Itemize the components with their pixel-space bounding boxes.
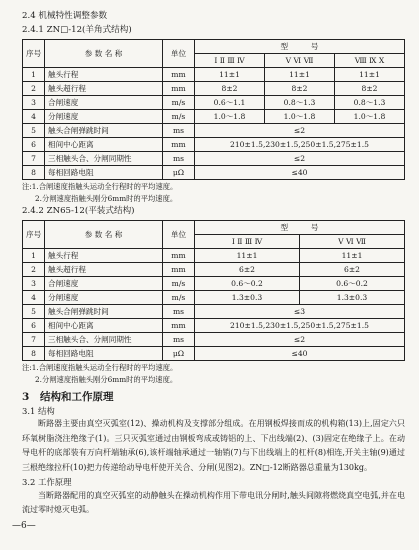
section-heading-2-4: 2.4 机械特性调整参数 (22, 11, 108, 21)
table-header-row (23, 40, 405, 54)
section-heading-2-4-1: 2.4.1 ZN□-12(羊角式结构) (22, 24, 132, 35)
header-model: 型 号 (195, 221, 405, 235)
header-model-1: Ⅰ Ⅱ Ⅲ Ⅳ (195, 235, 300, 249)
section-heading-2-4-2: 2.4.2 ZN65-12(平装式结构) (22, 205, 135, 216)
header-model-3: Ⅷ Ⅸ Ⅹ (335, 54, 405, 68)
header-param: 参 数 名 称 (45, 221, 163, 249)
table2-note-1: 注:1.合闸速度指触头运动全行程时的平均速度。 (22, 363, 178, 373)
table-row: 4 分闸速度 m/s 1.3±0.3 1.3±0.3 (23, 291, 405, 305)
table-row: 7 三相触头合、分闸同期性 ms ≤2 (23, 152, 405, 166)
page-number: —6— (12, 521, 36, 531)
table-row: 8 每相回路电阻 μΩ ≤40 (23, 347, 405, 361)
header-param: 参 数 名 称 (45, 40, 163, 68)
section-heading-3-1: 3.1 结构 (22, 405, 55, 416)
paragraph-working-principle: 当断路器配用的真空灭弧室的动静触头在操动机构作用下带电讯分闸时,触头间隙将燃烧真空电弧,并在电流过零时熄灭电弧。 (22, 490, 405, 515)
table-row: 2 触头超行程 mm 8±2 8±2 8±2 (23, 82, 405, 96)
paragraph-structure: 断路器主要由真空灭弧室(12)、操动机构及支撑部分组成。在用钢板焊接而成的机构箱(13)上,固定六只环氧树脂浇注绝缘子(1)。三只灭弧室通过由钢板弯成或铸铝的上、下出线端(2)、(3)固定在绝缘子上。在动导电杆的底部装有万向杆端轴承(6),该杆端轴承通过一轴销(7)与下出线端上的杠杆(8)相连,开关主轴(9)通过三根绝缘拉杆(10)把力传递给动导电杆使开关合、分闸(见图2)。ZN□-12断路器总重量为130kg。 (22, 419, 405, 472)
section-3-number: 3 (22, 390, 30, 403)
header-model-2: Ⅴ Ⅵ Ⅶ (265, 54, 335, 68)
table-row: 1 触头行程 mm 11±1 11±1 11±1 (23, 68, 405, 82)
table-row: 5 触头合闸弹跳时间 ms ≤2 (23, 124, 405, 138)
table-row: 7 三相触头合、分闸同期性 ms ≤2 (23, 333, 405, 347)
table2-note-2: 2.分闸速度指触头刚分6mm时的平均速度。 (35, 374, 178, 384)
table-row: 2 触头超行程 mm 6±2 6±2 (23, 263, 405, 277)
header-model: 型 号 (195, 40, 405, 54)
table-row: 6 相间中心距离 mm 210±1.5,230±1.5,250±1.5,275±1.5 (23, 138, 405, 152)
table-row: 1 触头行程 mm 11±1 11±1 (23, 249, 405, 263)
spec-table-2 (22, 220, 405, 361)
section-heading-3-2: 3.2 工作原理 (22, 477, 72, 488)
table-row: 8 每相回路电阻 μΩ ≤40 (23, 166, 405, 180)
table1-note-1: 注:1.合闸速度指触头运动全行程时的平均速度。 (22, 182, 178, 192)
table-row: 3 合闸速度 m/s 0.6～1.1 0.8～1.3 0.8～1.3 (23, 96, 405, 110)
table1-note-2: 2.分闸速度指触头刚分6mm时的平均速度。 (35, 193, 178, 203)
table-header-row (23, 221, 405, 235)
header-no: 序号 (23, 221, 45, 249)
header-unit: 单位 (163, 221, 195, 249)
table-row: 4 分闸速度 m/s 1.0～1.8 1.0～1.8 1.0～1.8 (23, 110, 405, 124)
table-row: 6 相间中心距离 mm 210±1.5,230±1.5,250±1.5,275±1.5 (23, 319, 405, 333)
header-model-1: Ⅰ Ⅱ Ⅲ Ⅳ (195, 54, 265, 68)
table-row: 5 触头合闸弹跳时间 ms ≤3 (23, 305, 405, 319)
section-3-title: 结构和工作原理 (40, 390, 114, 403)
header-unit: 单位 (163, 40, 195, 68)
section-heading-3 (22, 391, 405, 404)
table-row: 3 合闸速度 m/s 0.6～0.2 0.6～0.2 (23, 277, 405, 291)
spec-table-1 (22, 39, 405, 180)
header-no: 序号 (23, 40, 45, 68)
header-model-2: Ⅴ Ⅵ Ⅶ (300, 235, 405, 249)
